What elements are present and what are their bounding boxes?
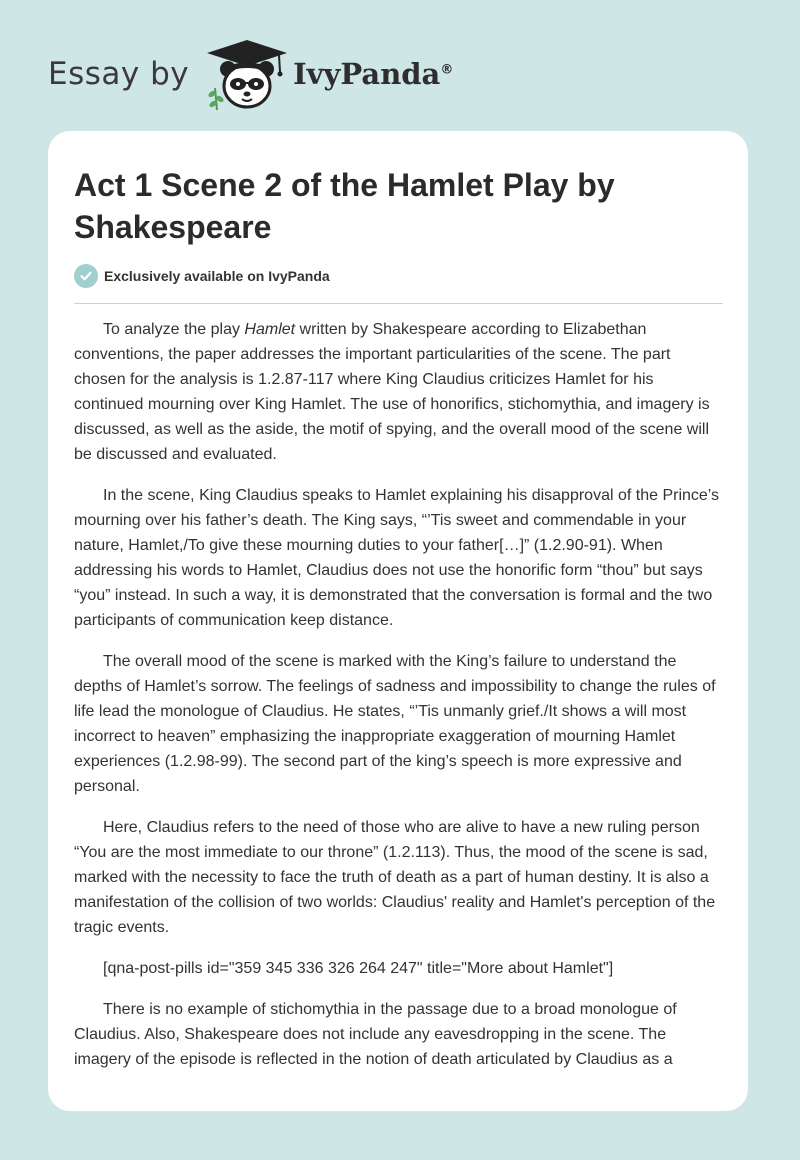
exclusive-badge [74, 264, 330, 288]
brand-name[interactable]: IvyPanda® [293, 57, 454, 91]
check-circle-icon [74, 264, 98, 288]
panda-graduate-icon[interactable] [203, 36, 291, 112]
registered-mark: ® [440, 62, 454, 78]
paragraph: To analyze the play Hamlet written by Shakespeare according to Elizabethan conventions, the paper addresses the important particularities of the scene. The part chosen for the analysis is 1.2.87-117 where King Claudius criticizes Hamlet for his continued mourning over King Hamlet. The use of honorifics, stichomythia, and imagery is discussed, as well as the aside, the motif of spying, and the overall mood of the scene will be discussed and evaluated. [74, 321, 710, 463]
play-title-emphasis: Hamlet [244, 321, 296, 338]
page-title: Act 1 Scene 2 of the Hamlet Play by Shakespeare [74, 167, 615, 245]
site-header [48, 36, 453, 112]
brand-prefix: Essay by [48, 56, 190, 92]
paragraph: Here, Claudius refers to the need of those who are alive to have a new ruling person “You are the most immediate to our throne” (1.2.113). Thus, the mood of the scene is sad, marked with the necessity to face the truth of death as a part of human destiny. It is also a manifestation of the collision of two worlds: Claudius' reality and Hamlet's perception of the tragic events. [74, 819, 716, 936]
exclusive-label: Exclusively available on IvyPanda [104, 268, 330, 284]
paragraph: There is no example of stichomythia in the passage due to a broad monologue of Claudius. Also, Shakespeare does not include any eavesdropping in the scene. The imagery of the episode is reflected in the notion of death articulated by Claudius as a [74, 1001, 677, 1068]
paragraph: The overall mood of the scene is marked with the King’s failure to understand the depths of Hamlet’s sorrow. The feelings of sadness and impossibility to change the rules of life lead the monologue of Claudius. He states, “’Tis unmanly grief./It shows a will most incorrect to heaven” emphasizing the inappropriate exaggeration of mourning Hamlet experiences (1.2.98-99). The second part of the king’s speech is more expressive and personal. [74, 653, 716, 795]
divider [74, 303, 723, 304]
paragraph: In the scene, King Claudius speaks to Hamlet explaining his disapproval of the Prince’s mourning over his father’s death. The King says, “’Tis sweet and commendable in your nature, Hamlet,/To give these mourning duties to your father[…]” (1.2.90-91). When addressing his words to Hamlet, Claudius does not use the honorific form “thou” but says “you” instead. In such a way, it is demonstrated that the conversation is formal and the two participants of communication keep distance. [74, 487, 720, 629]
essay-body [74, 317, 724, 1088]
essay-card [48, 131, 748, 1111]
shortcode-paragraph: [qna-post-pills id="359 345 336 326 264 247" title="More about Hamlet"] [103, 960, 614, 977]
